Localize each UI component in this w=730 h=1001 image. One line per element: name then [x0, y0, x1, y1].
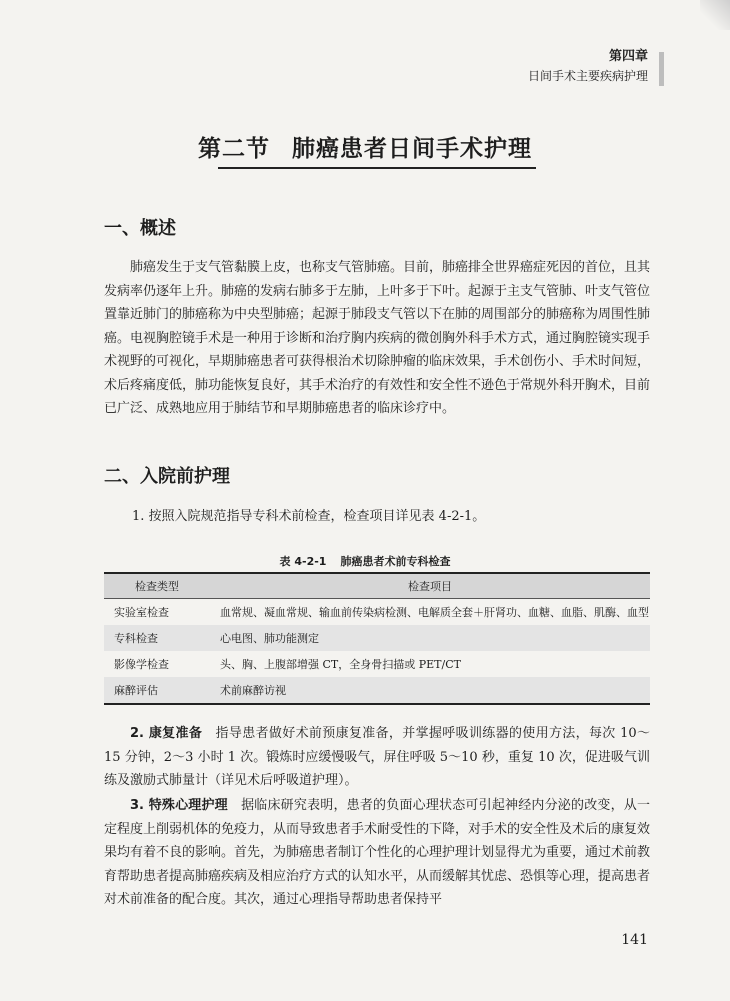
heading-overview: 一、概述 [104, 218, 176, 239]
running-head-bar [659, 52, 664, 86]
heading-admission: 二、入院前护理 [104, 466, 230, 487]
table-cell-items: 术前麻醉访视 [210, 677, 650, 704]
table-header-row [104, 573, 650, 599]
table-row [104, 651, 650, 677]
item-3-lead: 3. 特殊心理护理 [130, 798, 228, 813]
page-corner-shadow [700, 0, 730, 30]
table-row [104, 599, 650, 626]
table-cell-type: 实验室检查 [114, 606, 169, 619]
page-number: 141 [621, 932, 648, 948]
section-number: 第二节 [198, 136, 270, 162]
table-cell-items: 心电图、肺功能测定 [210, 625, 650, 651]
running-head [528, 48, 648, 85]
table-title: 肺癌患者术前专科检查 [340, 555, 451, 568]
item-2-text: 指导患者做好术前预康复准备，并掌握呼吸训练器的使用方法，每次 10～15 分钟，2～3 小时 1 次。锻炼时应缓慢吸气，屏住呼吸 5～10 秒，重复 10 次，促进吸气训练及激励式肺量计（详见术后呼吸道护理）。 [104, 726, 650, 788]
chapter-subtitle: 日间手术主要疾病护理 [527, 69, 648, 83]
table-cell-items: 血常规、凝血常规、输血前传染病检测、电解质全套＋肝肾功、血糖、血脂、肌酶、血型 [220, 606, 649, 619]
table-header-type: 检查类型 [104, 573, 210, 599]
section-title-underline [218, 167, 536, 169]
table-row [104, 625, 650, 651]
admission-item-3 [104, 794, 650, 912]
section-title [0, 130, 730, 163]
chapter-label: 第四章 [608, 49, 648, 64]
table-cell-type: 麻醉评估 [104, 677, 210, 704]
admission-item-2 [104, 722, 650, 793]
table-cell-items: 头、胸、上腹部增强 CT，全身骨扫描或 PET/CT [220, 658, 461, 671]
admission-item-1: 1. 按照入院规范指导专科术前检查，检查项目详见表 4-2-1。 [132, 509, 486, 524]
exam-table [104, 572, 650, 705]
item-3-text: 据临床研究表明，患者的负面心理状态可引起神经内分泌的改变，从一定程度上削弱机体的免疫力，从而导致患者手术耐受性的下降，对手术的安全性及术后的康复效果均有着不良的影响。首先，为肺癌患者制订个性化的心理护理计划显得尤为重要，通过术前教育帮助患者提高肺癌疾病及相应治疗方式的认知水平，从而缓解其忧虑、恐惧等心理，提高患者对术前准备的配合度。其次，通过心理指导帮助患者保持平 [104, 798, 651, 907]
table-cell-type: 专科检查 [104, 625, 210, 651]
table-caption [0, 553, 730, 569]
table-row [104, 677, 650, 704]
table-header-items: 检查项目 [210, 573, 650, 599]
item-2-lead: 2. 康复准备 [130, 726, 203, 741]
overview-paragraph: 肺癌发生于支气管黏膜上皮，也称支气管肺癌。目前，肺癌排全世界癌症死因的首位，且其发病率仍逐年上升。肺癌的发病右肺多于左肺，上叶多于下叶。起源于主支气管肺、叶支气管位置靠近肺门的肺癌称为中央型肺癌；起源于肺段支气管以下在肺的周围部分的肺癌称为周围性肺癌。电视胸腔镜手术是一种用于诊断和治疗胸内疾病的微创胸外科手术方式，通过胸腔镜实现手术视野的可视化，早期肺癌患者可获得根治术切除肿瘤的临床效果，手术创伤小、手术时间短，术后疼痛度低，肺功能恢复良好，其手术治疗的有效性和安全性不逊色于常规外科开胸术，目前已广泛、成熟地应用于肺结节和早期肺癌患者的临床诊疗中。 [104, 260, 651, 416]
table-cell-type: 影像学检查 [114, 658, 169, 671]
section-title-text: 肺癌患者日间手术护理 [292, 136, 532, 162]
table-number: 表 4-2-1 [279, 555, 327, 568]
